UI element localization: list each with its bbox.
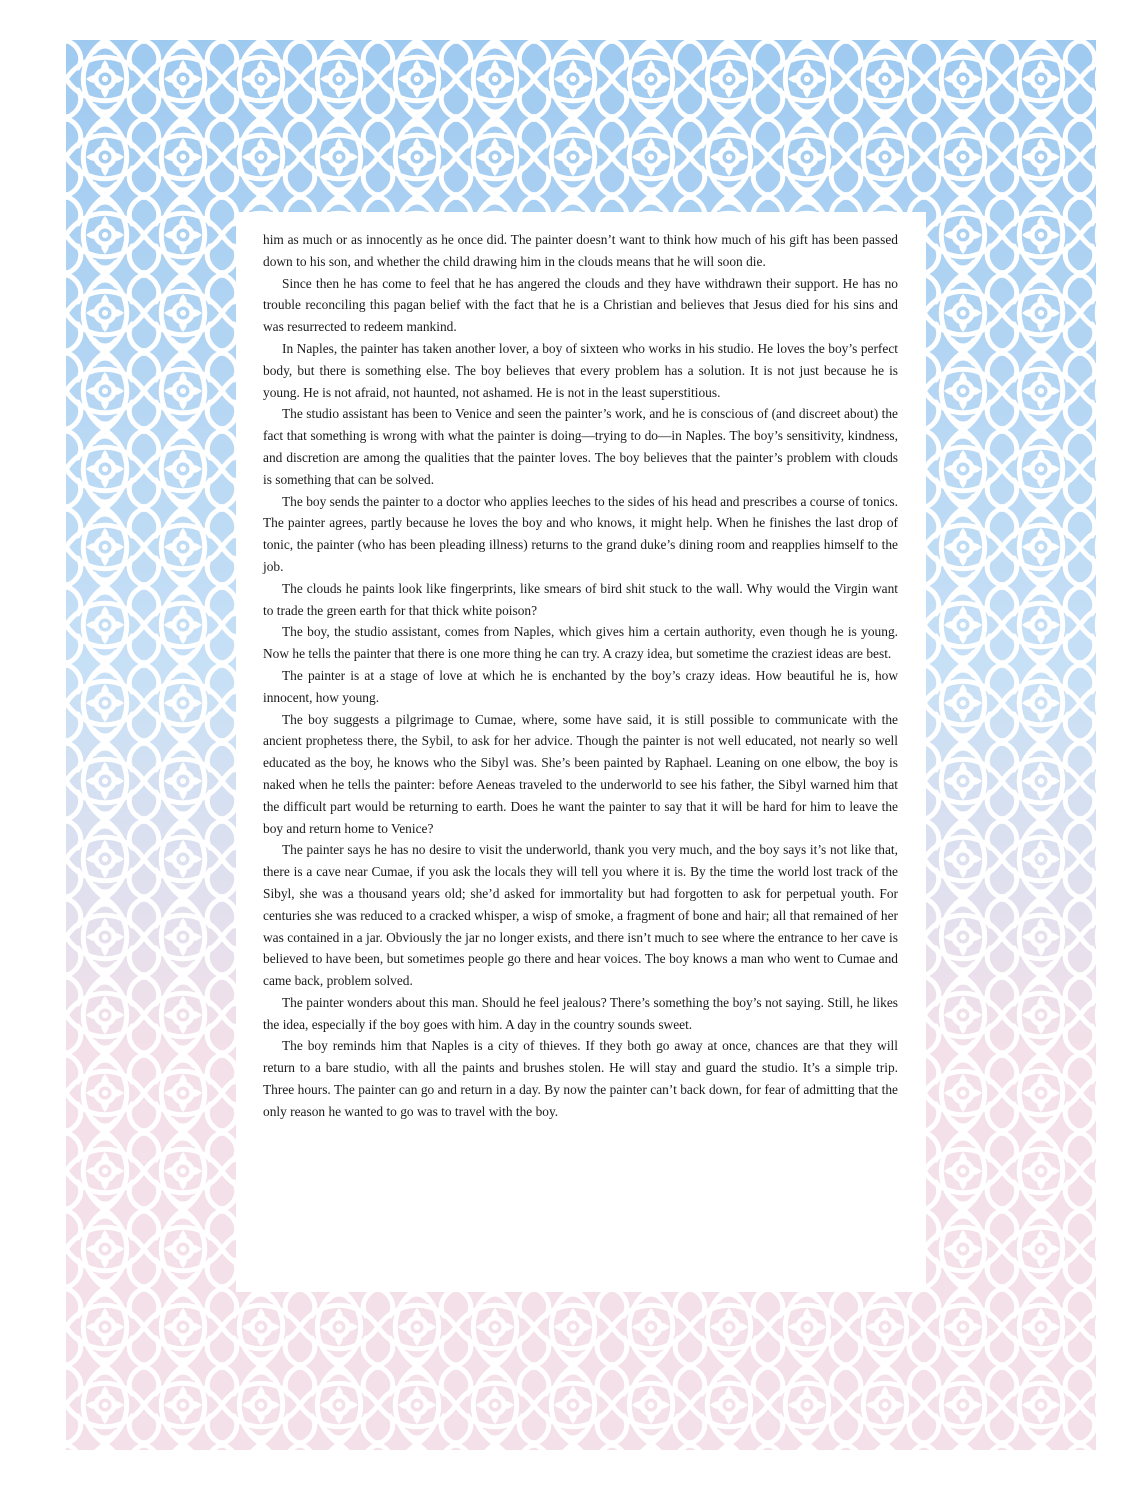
paragraph: The painter says he has no desire to visit the underworld, thank you very much, and the boy says it’s not like that, there is a cave near Cumae, if you ask the locals they will tell you where it is. By the time the world lost track of the Sibyl, she was a thousand years old; she’d asked for immortality but had forgotten to ask for perpetual youth. For centuries she was reduced to a cracked whisper, a wisp of smoke, a fragment of bone and hair; all that remained of her was contained in a jar. Obviously the jar no longer exists, and there isn’t much to see where the entrance to her cave is believed to have been, but sometimes people go there and hear voices. The boy knows a man who went to Cumae and came back, problem solved. <box>263 842 898 989</box>
paragraph: Since then he has come to feel that he has angered the clouds and they have withdrawn their support. He has no trouble reconciling this pagan belief with the fact that he is a Christian and believes that Jesus died for his sins and was resurrected to redeem mankind. <box>263 275 898 335</box>
paragraph: The boy reminds him that Naples is a city of thieves. If they both go away at once, chances are that they will return to a bare studio, with all the paints and brushes stolen. He will stay and guard the studio. It’s a simple trip. Three hours. The painter can go and return in a day. By now the painter can’t back down, for fear of admitting that the only reason he wanted to go was to travel with the boy. <box>263 1038 898 1119</box>
paragraph: The painter is at a stage of love at which he is enchanted by the boy’s crazy ideas. How beautiful he is, how innocent, how young. <box>263 667 898 705</box>
paragraph: The boy, the studio assistant, comes from Naples, which gives him a certain authority, even though he is young. Now he tells the painter that there is one more thing he can try. A crazy idea, but sometime the craziest ideas are best. <box>263 624 898 662</box>
paragraph: him as much or as innocently as he once did. The painter doesn’t want to think how much of his gift has been passed down to his son, and whether the child drawing him in the clouds means that he will soon die. <box>263 232 898 269</box>
paragraph: The boy suggests a pilgrimage to Cumae, where, some have said, it is still possible to communicate with the ancient prophetess there, the Sybil, to ask for her advice. Though the painter is not well educated, not nearly so well educated as the boy, he knows who the Sibyl was. She’s been painted by Raphael. Leaning on one elbow, the boy is naked when he tells the painter: before Aeneas traveled to the underworld to see his father, the Sibyl warned him that the difficult part would be returning to earth. Does he want the painter to say that it will be hard for him to leave the boy and return home to Venice? <box>263 711 898 836</box>
paragraph: The boy sends the painter to a doctor who applies leeches to the sides of his head and prescribes a course of tonics. The painter agrees, partly because he loves the boy and who knows, it might help. When he finishes the last drop of tonic, the painter (who has been pleading illness) returns to the grand duke’s dining room and reapplies himself to the job. <box>263 493 898 574</box>
paragraph: The studio assistant has been to Venice and seen the painter’s work, and he is conscious of (and discreet about) the fact that something is wrong with what the painter is doing—trying to do—in Naples. The boy’s sensitivity, kindness, and discretion are among the qualities that the painter loves. The boy believes that the painter’s problem with clouds is something that can be solved. <box>263 406 898 487</box>
paragraph: In Naples, the painter has taken another lover, a boy of sixteen who works in his studio. He loves the boy’s perfect body, but there is something else. The boy believes that every problem has a solution. It is not just because he is young. He is not afraid, not haunted, not ashamed. He is not in the least superstitious. <box>263 340 898 400</box>
paragraph: The clouds he paints look like fingerprints, like smears of bird shit stuck to the wall. Why would the Virgin want to trade the green earth for that thick white poison? <box>263 580 898 618</box>
body-text <box>263 229 898 1123</box>
paragraph: The painter wonders about this man. Should he feel jealous? There’s something the boy’s not saying. Still, he likes the idea, especially if the boy goes with him. A day in the country sounds sweet. <box>263 994 898 1032</box>
